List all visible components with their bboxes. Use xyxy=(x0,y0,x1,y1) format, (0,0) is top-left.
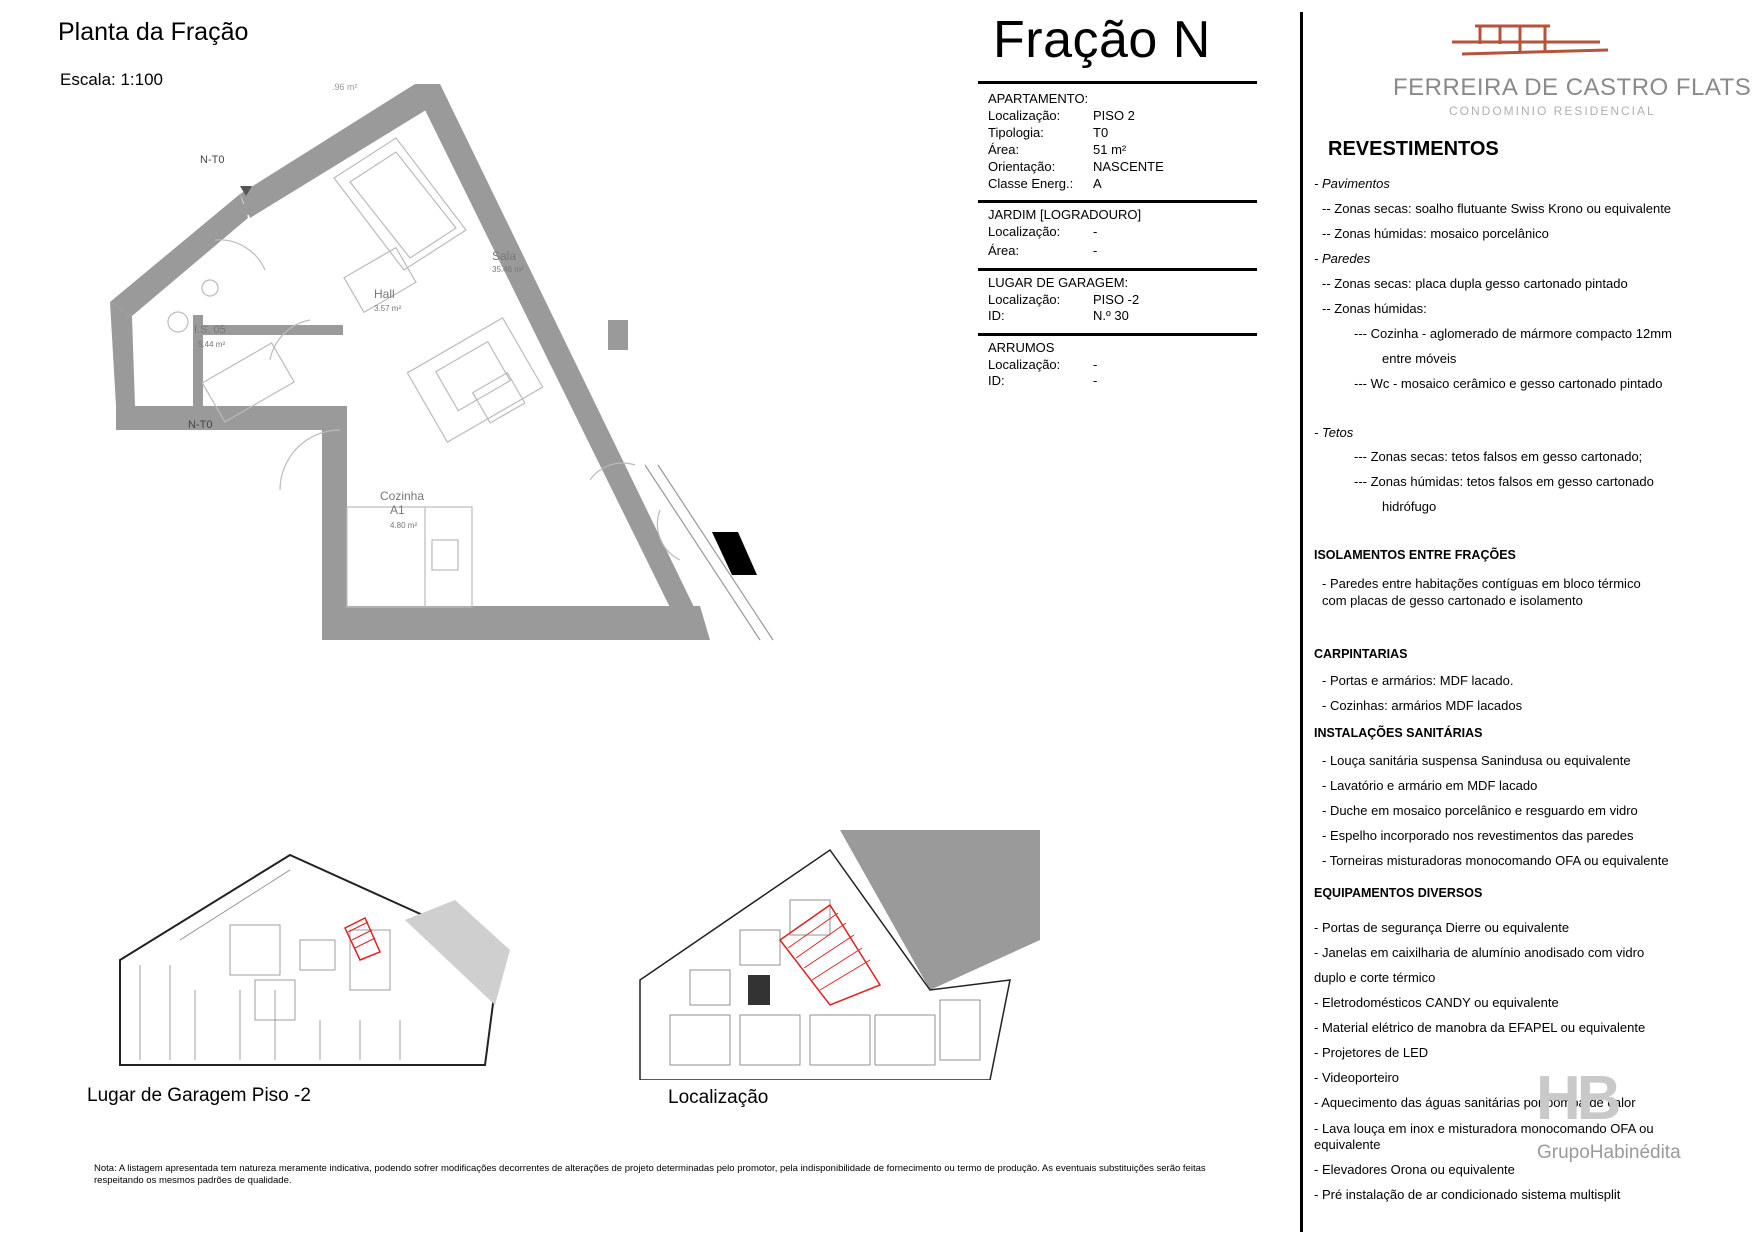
habinedita-logo-icon: HB xyxy=(1536,1064,1618,1133)
entry-label: N-T0 xyxy=(200,154,225,166)
spec-line: entre móveis xyxy=(1382,351,1457,366)
storage-block xyxy=(988,339,1248,394)
top-area-label: .96 m² xyxy=(332,82,358,92)
spec-line: - Pré instalação de ar condicionado sistema multisplit xyxy=(1314,1187,1621,1202)
logo-subtitle: CONDOMINIO RESIDENCIAL xyxy=(1449,104,1656,118)
rule-storage xyxy=(978,333,1257,336)
spec-line: - Torneiras misturadoras monocomando OFA ou equivalente xyxy=(1322,853,1669,868)
spec-line: -- Zonas secas: soalho flutuante Swiss Krono ou equivalente xyxy=(1322,201,1672,216)
rule-top xyxy=(978,81,1257,84)
apt-value: A xyxy=(1093,176,1102,191)
spec-line: --- Zonas húmidas: tetos falsos em gesso cartonado xyxy=(1354,474,1654,489)
rule-garden xyxy=(978,200,1257,203)
entry-label-2: N-T0 xyxy=(188,419,213,431)
scale-label: Escala: 1:100 xyxy=(60,70,164,89)
spec-line: -- Zonas húmidas: xyxy=(1322,301,1427,316)
garden-label: Localização: xyxy=(988,224,1061,239)
apt-value: NASCENTE xyxy=(1093,159,1164,174)
spec-line: equivalente xyxy=(1314,1137,1381,1152)
spec-line: -- Zonas húmidas: mosaico porcelânico xyxy=(1322,226,1549,241)
apt-label: Orientação: xyxy=(988,159,1056,174)
garage-caption: Lugar de Garagem Piso -2 xyxy=(87,1085,311,1106)
storage-heading: ARRUMOS xyxy=(988,340,1055,355)
spec-line: - Duche em mosaico porcelânico e resguardo em vidro xyxy=(1322,803,1638,818)
garage-heading: LUGAR DE GARAGEM: xyxy=(988,275,1129,290)
apartment-block xyxy=(988,90,1248,195)
equipamentos-heading: EQUIPAMENTOS DIVERSOS xyxy=(1314,886,1483,900)
apt-value: PISO 2 xyxy=(1093,108,1135,123)
apartment-heading: APARTAMENTO: xyxy=(988,91,1089,106)
logo-name: FERREIRA DE CASTRO FLATS xyxy=(1393,74,1752,101)
room-area-is: 5.44 m² xyxy=(198,340,226,349)
spec-line: - Espelho incorporado nos revestimentos das paredes xyxy=(1322,828,1634,843)
spec-line: - Projetores de LED xyxy=(1314,1045,1429,1060)
room-label-cozinha: Cozinha xyxy=(380,489,425,503)
garage-label: Localização: xyxy=(988,292,1061,307)
storage-value: - xyxy=(1093,373,1098,388)
room-label-hall: Hall xyxy=(374,287,395,301)
room-sub-cozinha: A1 xyxy=(390,503,405,517)
spec-line: - Cozinhas: armários MDF lacados xyxy=(1322,698,1523,713)
apt-value: T0 xyxy=(1093,125,1109,140)
storage-label: ID: xyxy=(988,373,1005,388)
location-caption: Localização xyxy=(668,1087,769,1108)
spec-line: - Janelas em caixilharia de alumínio anodisado com vidro xyxy=(1314,945,1645,960)
spec-line: - Pavimentos xyxy=(1314,176,1390,191)
spec-line: - Lavatório e armário em MDF lacado xyxy=(1322,778,1538,793)
room-label-sala: Sala xyxy=(492,249,517,263)
garage-label: ID: xyxy=(988,308,1005,323)
floor-plan xyxy=(60,70,850,670)
spec-line: - Portas de segurança Dierre ou equivalente xyxy=(1314,920,1570,935)
apt-label: Classe Energ.: xyxy=(988,176,1074,191)
disclaimer-note: Nota: A listagem apresentada tem natureza meramente indicativa, podendo sofrer modificações decorrentes de alterações de projeto determinadas pelo promotor, pela indisponibilidade de fornecimento ou termo de produção. As eventuais substituições serão feitas respeitando os mesmos padrões de qualidade. xyxy=(94,1163,1206,1186)
apt-label: Área: xyxy=(988,142,1020,157)
room-label-is: I.S. 05 xyxy=(194,324,226,336)
spec-line: --- Cozinha - aglomerado de mármore compacto 12mm xyxy=(1354,326,1672,341)
garage-plan xyxy=(100,840,520,1080)
room-area-sala: 35.46 m² xyxy=(492,265,524,274)
carpintarias-heading: CARPINTARIAS xyxy=(1314,647,1408,661)
spec-line: - Videoporteiro xyxy=(1314,1070,1400,1085)
garden-value: - xyxy=(1093,224,1098,239)
rule-garage xyxy=(978,268,1257,271)
spec-line: hidrófugo xyxy=(1382,499,1437,514)
spec-line: - Louça sanitária suspensa Sanindusa ou equivalente xyxy=(1322,753,1631,768)
spec-line: - Tetos xyxy=(1314,425,1354,440)
spec-line: - Portas e armários: MDF lacado. xyxy=(1322,673,1514,688)
location-plan xyxy=(630,830,1040,1080)
specs-title: REVESTIMENTOS xyxy=(1328,138,1499,160)
apt-label: Localização: xyxy=(988,108,1061,123)
storage-label: Localização: xyxy=(988,357,1061,372)
spec-line: - Paredes xyxy=(1314,251,1371,266)
apt-value: 51 m² xyxy=(1093,142,1127,157)
apt-label: Tipologia: xyxy=(988,125,1044,140)
group-logo-name: GrupoHabinédita xyxy=(1537,1142,1681,1163)
garden-block xyxy=(988,206,1248,266)
spec-line: - Elevadores Orona ou equivalente xyxy=(1314,1162,1515,1177)
spec-line: - Eletrodomésticos CANDY ou equivalente xyxy=(1314,995,1559,1010)
ferreira-castro-logo-icon xyxy=(1450,22,1610,58)
garden-heading: JARDIM [LOGRADOURO] xyxy=(988,207,1142,222)
garage-value: N.º 30 xyxy=(1093,308,1129,323)
spec-line: - Paredes entre habitações contíguas em bloco térmico xyxy=(1322,576,1641,591)
spec-line: - Aquecimento das águas sanitárias por bomba de calor xyxy=(1314,1095,1636,1110)
room-area-hall: 3.57 m² xyxy=(374,304,402,313)
column-divider xyxy=(1300,12,1303,1232)
garage-value: PISO -2 xyxy=(1093,292,1140,307)
spec-line: com placas de gesso cartonado e isolamento xyxy=(1322,593,1583,608)
isolamentos-heading: ISOLAMENTOS ENTRE FRAÇÕES xyxy=(1314,548,1516,562)
room-area-cozinha: 4.80 m² xyxy=(390,521,418,530)
storage-value: - xyxy=(1093,357,1098,372)
sanitarias-heading: INSTALAÇÕES SANITÁRIAS xyxy=(1314,726,1483,740)
spec-line: duplo e corte térmico xyxy=(1314,970,1436,985)
unit-title: Fração N xyxy=(993,11,1211,69)
garden-value: - xyxy=(1093,243,1098,258)
garden-label: Área: xyxy=(988,243,1020,258)
spec-line: -- Zonas secas: placa dupla gesso cartonado pintado xyxy=(1322,276,1628,291)
page-title: Planta da Fração xyxy=(58,18,249,46)
spec-line: --- Wc - mosaico cerâmico e gesso cartonado pintado xyxy=(1354,376,1663,391)
spec-line: - Lava louça em inox e misturadora monocomando OFA ou xyxy=(1314,1121,1654,1136)
spec-line: - Material elétrico de manobra da EFAPEL ou equivalente xyxy=(1314,1020,1646,1035)
garage-block xyxy=(988,274,1248,329)
wall-east xyxy=(415,84,710,640)
spec-line: --- Zonas secas: tetos falsos em gesso cartonado; xyxy=(1354,449,1643,464)
